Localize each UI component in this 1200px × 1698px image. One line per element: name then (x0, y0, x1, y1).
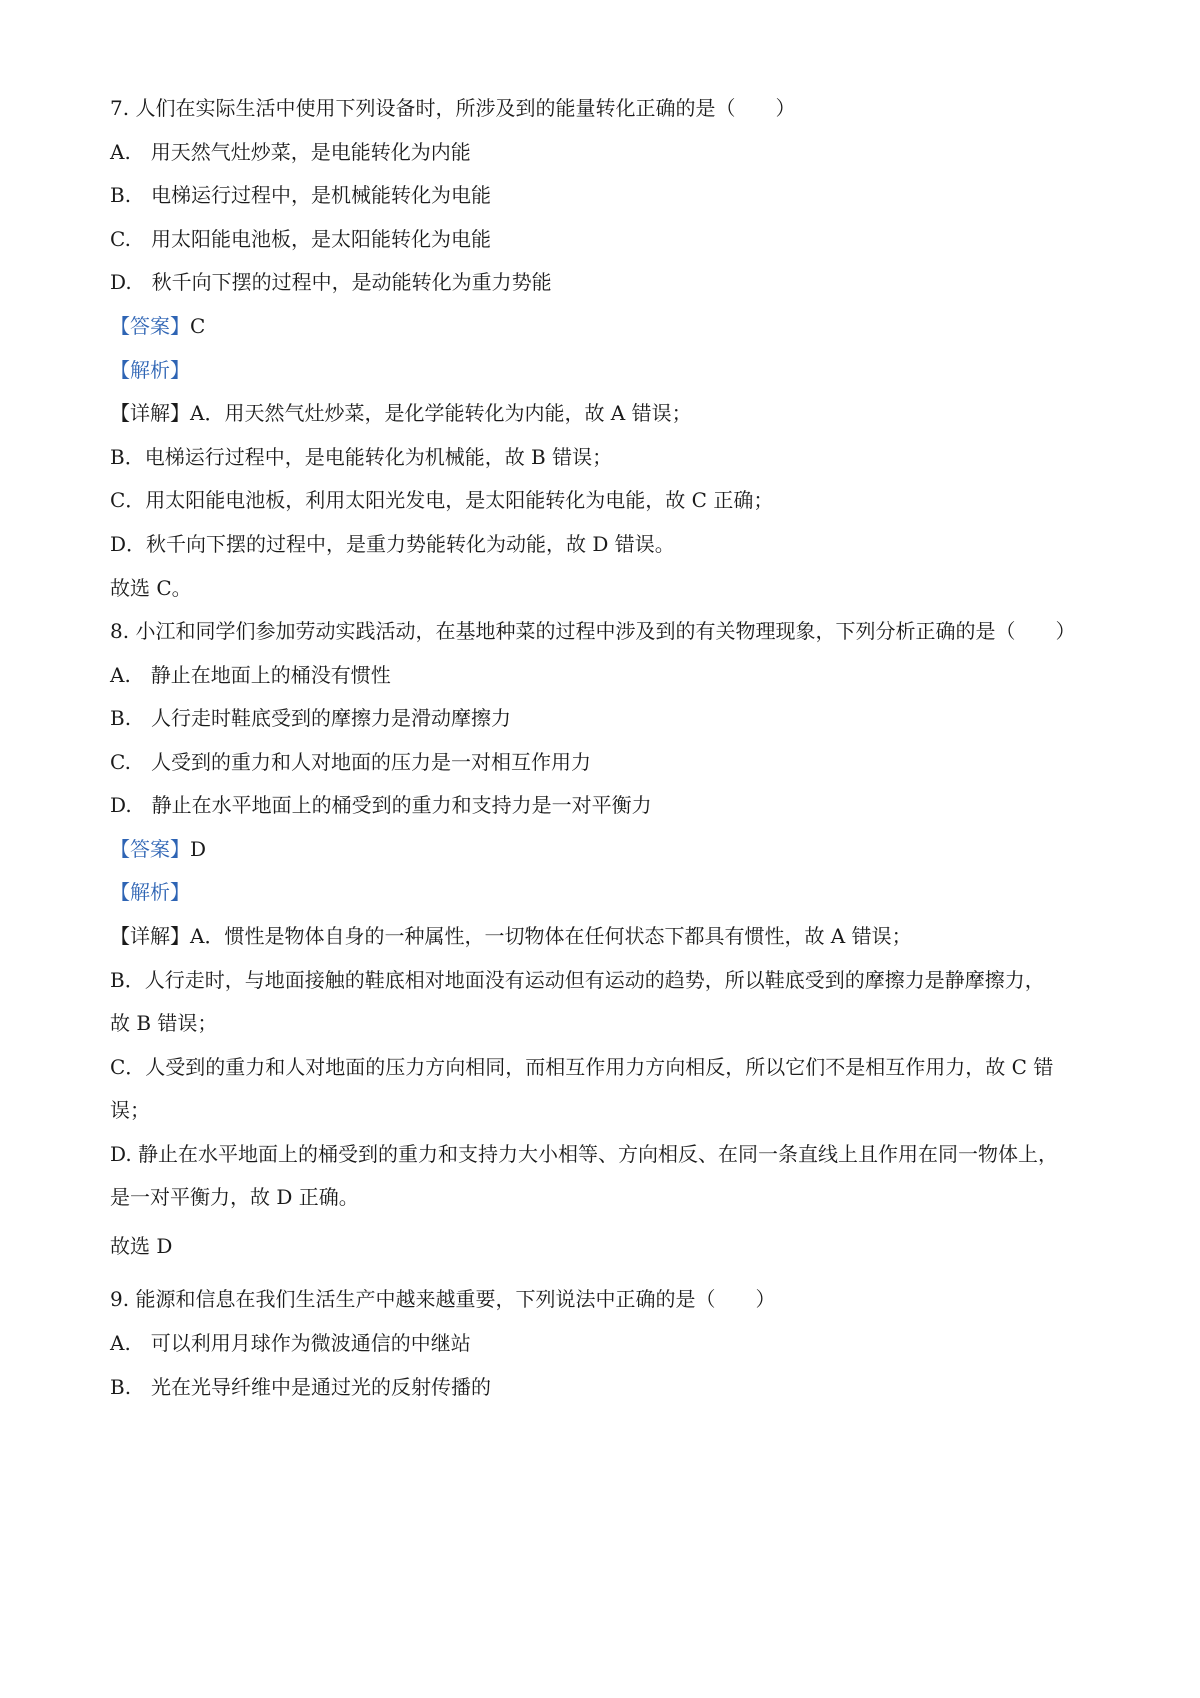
q7-analysis (110, 356, 1110, 384)
q8-analysis-tag: 【解析】 (110, 880, 190, 904)
q9-option-a: A. 可以利用月球作为微波通信的中继站 (110, 1331, 471, 1355)
q8-option-c: C. 人受到的重力和人对地面的压力是一对相互作用力 (110, 750, 591, 774)
q7-detail-b: B．电梯运行过程中，是电能转化为机械能，故 B 错误； (110, 445, 613, 469)
q7-option-c: C. 用太阳能电池板，是太阳能转化为电能 (110, 227, 491, 251)
q8-detail-d-line2: 是一对平衡力，故 D 正确。 (110, 1185, 359, 1209)
q8-option-d: D. 静止在水平地面上的桶受到的重力和支持力是一对平衡力 (110, 793, 652, 817)
q8-stem: 8. 小江和同学们参加劳动实践活动，在基地种菜的过程中涉及到的有关物理现象，下列分析正确的是（ ） (110, 619, 1076, 643)
q7-detail-a (110, 399, 1110, 427)
q7-option-b: B. 电梯运行过程中，是机械能转化为电能 (110, 183, 492, 207)
q7-stem: 7. 人们在实际生活中使用下列设备时，所涉及到的能量转化正确的是（ ） (110, 96, 796, 120)
q7-option-d: D. 秋千向下摆的过程中，是动能转化为重力势能 (110, 270, 552, 294)
q8-detail-a-text: A．惯性是物体自身的一种属性，一切物体在任何状态下都具有惯性，故 A 错误； (190, 924, 912, 948)
q7-analysis-tag: 【解析】 (110, 358, 190, 382)
q7-detail-d: D．秋千向下摆的过程中，是重力势能转化为动能，故 D 错误。 (110, 532, 675, 556)
q8-detail-b-line1: B．人行走时，与地面接触的鞋底相对地面没有运动但有运动的趋势，所以鞋底受到的摩擦力是静摩擦力， (110, 968, 1045, 992)
q8-conclusion: 故选 D (110, 1234, 173, 1258)
q8-detail-a (110, 922, 1110, 950)
q7-detail-a-text: A．用天然气灶炒菜，是化学能转化为内能，故 A 错误； (190, 401, 692, 425)
q8-option-b: B. 人行走时鞋底受到的摩擦力是滑动摩擦力 (110, 706, 512, 730)
q8-answer (110, 835, 1110, 863)
q8-option-a: A. 静止在地面上的桶没有惯性 (110, 663, 391, 687)
q8-detail-c-line1: C．人受到的重力和人对地面的压力方向相同，而相互作用力方向相反，所以它们不是相互作用力，故 C 错 (110, 1055, 1054, 1079)
q9-option-b: B. 光在光导纤维中是通过光的反射传播的 (110, 1375, 492, 1399)
q7-answer-value: C (190, 314, 206, 338)
q7-answer-tag: 【答案】 (110, 314, 190, 338)
q8-detail-tag: 【详解】 (110, 924, 190, 948)
q8-answer-tag: 【答案】 (110, 837, 190, 861)
q7-detail-tag: 【详解】 (110, 401, 190, 425)
q7-answer (110, 312, 1110, 340)
q7-option-a: A. 用天然气灶炒菜，是电能转化为内能 (110, 140, 471, 164)
q9-stem: 9. 能源和信息在我们生活生产中越来越重要，下列说法中正确的是（ ） (110, 1287, 776, 1311)
q8-detail-d-line1: D. 静止在水平地面上的桶受到的重力和支持力大小相等、方向相反、在同一条直线上且作用在同一物体上， (110, 1142, 1059, 1166)
q8-detail-c-line2: 误； (110, 1098, 150, 1122)
q8-answer-value: D (190, 837, 207, 861)
q7-conclusion: 故选 C。 (110, 576, 192, 600)
q7-detail-c: C．用太阳能电池板，利用太阳光发电，是太阳能转化为电能，故 C 正确； (110, 488, 774, 512)
q8-analysis (110, 878, 1110, 906)
q8-detail-b-line2: 故 B 错误； (110, 1011, 218, 1035)
